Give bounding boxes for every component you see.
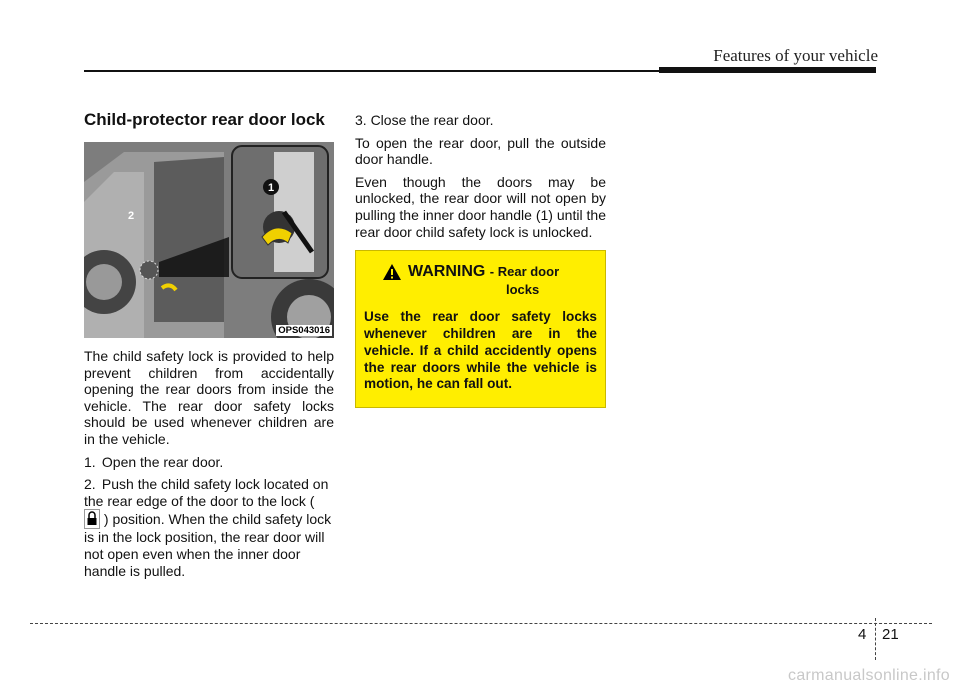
step-2 [84,476,334,579]
warning-box [355,250,606,408]
warning-subtitle-a: - Rear door [489,264,560,280]
unlock-paragraph: Even though the doors may be unlocked, the rear door will not open by pulling the inner door handle (1) until the rear door child safety lock is unlocked. [355,173,606,240]
header-title: Features of your vehicle [713,46,878,65]
chapter-number: 4 [858,626,867,643]
left-column [84,110,334,585]
steps-list [84,454,334,580]
vehicle-figure [84,142,334,338]
figure-code: OPS043016 [278,325,330,336]
step-2-text-a: Push the child safety lock located on the rear edge of the door to the lock ( [84,476,329,509]
header-rule-thick [659,67,876,73]
warning-subtitle-b: locks [506,282,540,298]
right-column [355,112,606,408]
footer-divider [875,618,876,660]
open-paragraph: To open the rear door, pull the outside door handle. [355,134,606,168]
step-2-text-b: ) position. When the child safety lock is in the lock position, the rear door will not open even when the inner door handle is pulled. [84,511,332,579]
step-3: 3. Close the rear door. [355,112,494,128]
callout-1: 1 [268,182,275,194]
intro-paragraph: The child safety lock is provided to help prevent children from accidentally opening the rear doors from inside the vehicle. The rear door safety locks should be used whenever children are in the vehicle. [84,348,334,447]
page-number: 21 [882,626,899,643]
step-1 [84,454,334,471]
step-2-number: 2. [84,476,96,493]
callout-2: 2 [128,210,135,222]
warning-label: WARNING [408,263,486,281]
step-1-text: Open the rear door. [101,453,224,470]
vehicle-illustration [84,142,334,338]
watermark: carmanualsonline.info [788,667,950,684]
lock-icon [84,509,100,529]
warning-header [364,263,597,299]
step-1-number: 1. [84,453,96,470]
footer-rule [30,623,932,624]
warning-triangle-icon [382,263,402,281]
header-rule [84,70,659,72]
section-title: Child-protector rear door lock [84,110,325,129]
warning-text: Use the rear door safety locks whenever children are in the vehicle. If a child accidently opens the rear doors while the vehicle is motion, he can fall out. [364,309,597,392]
